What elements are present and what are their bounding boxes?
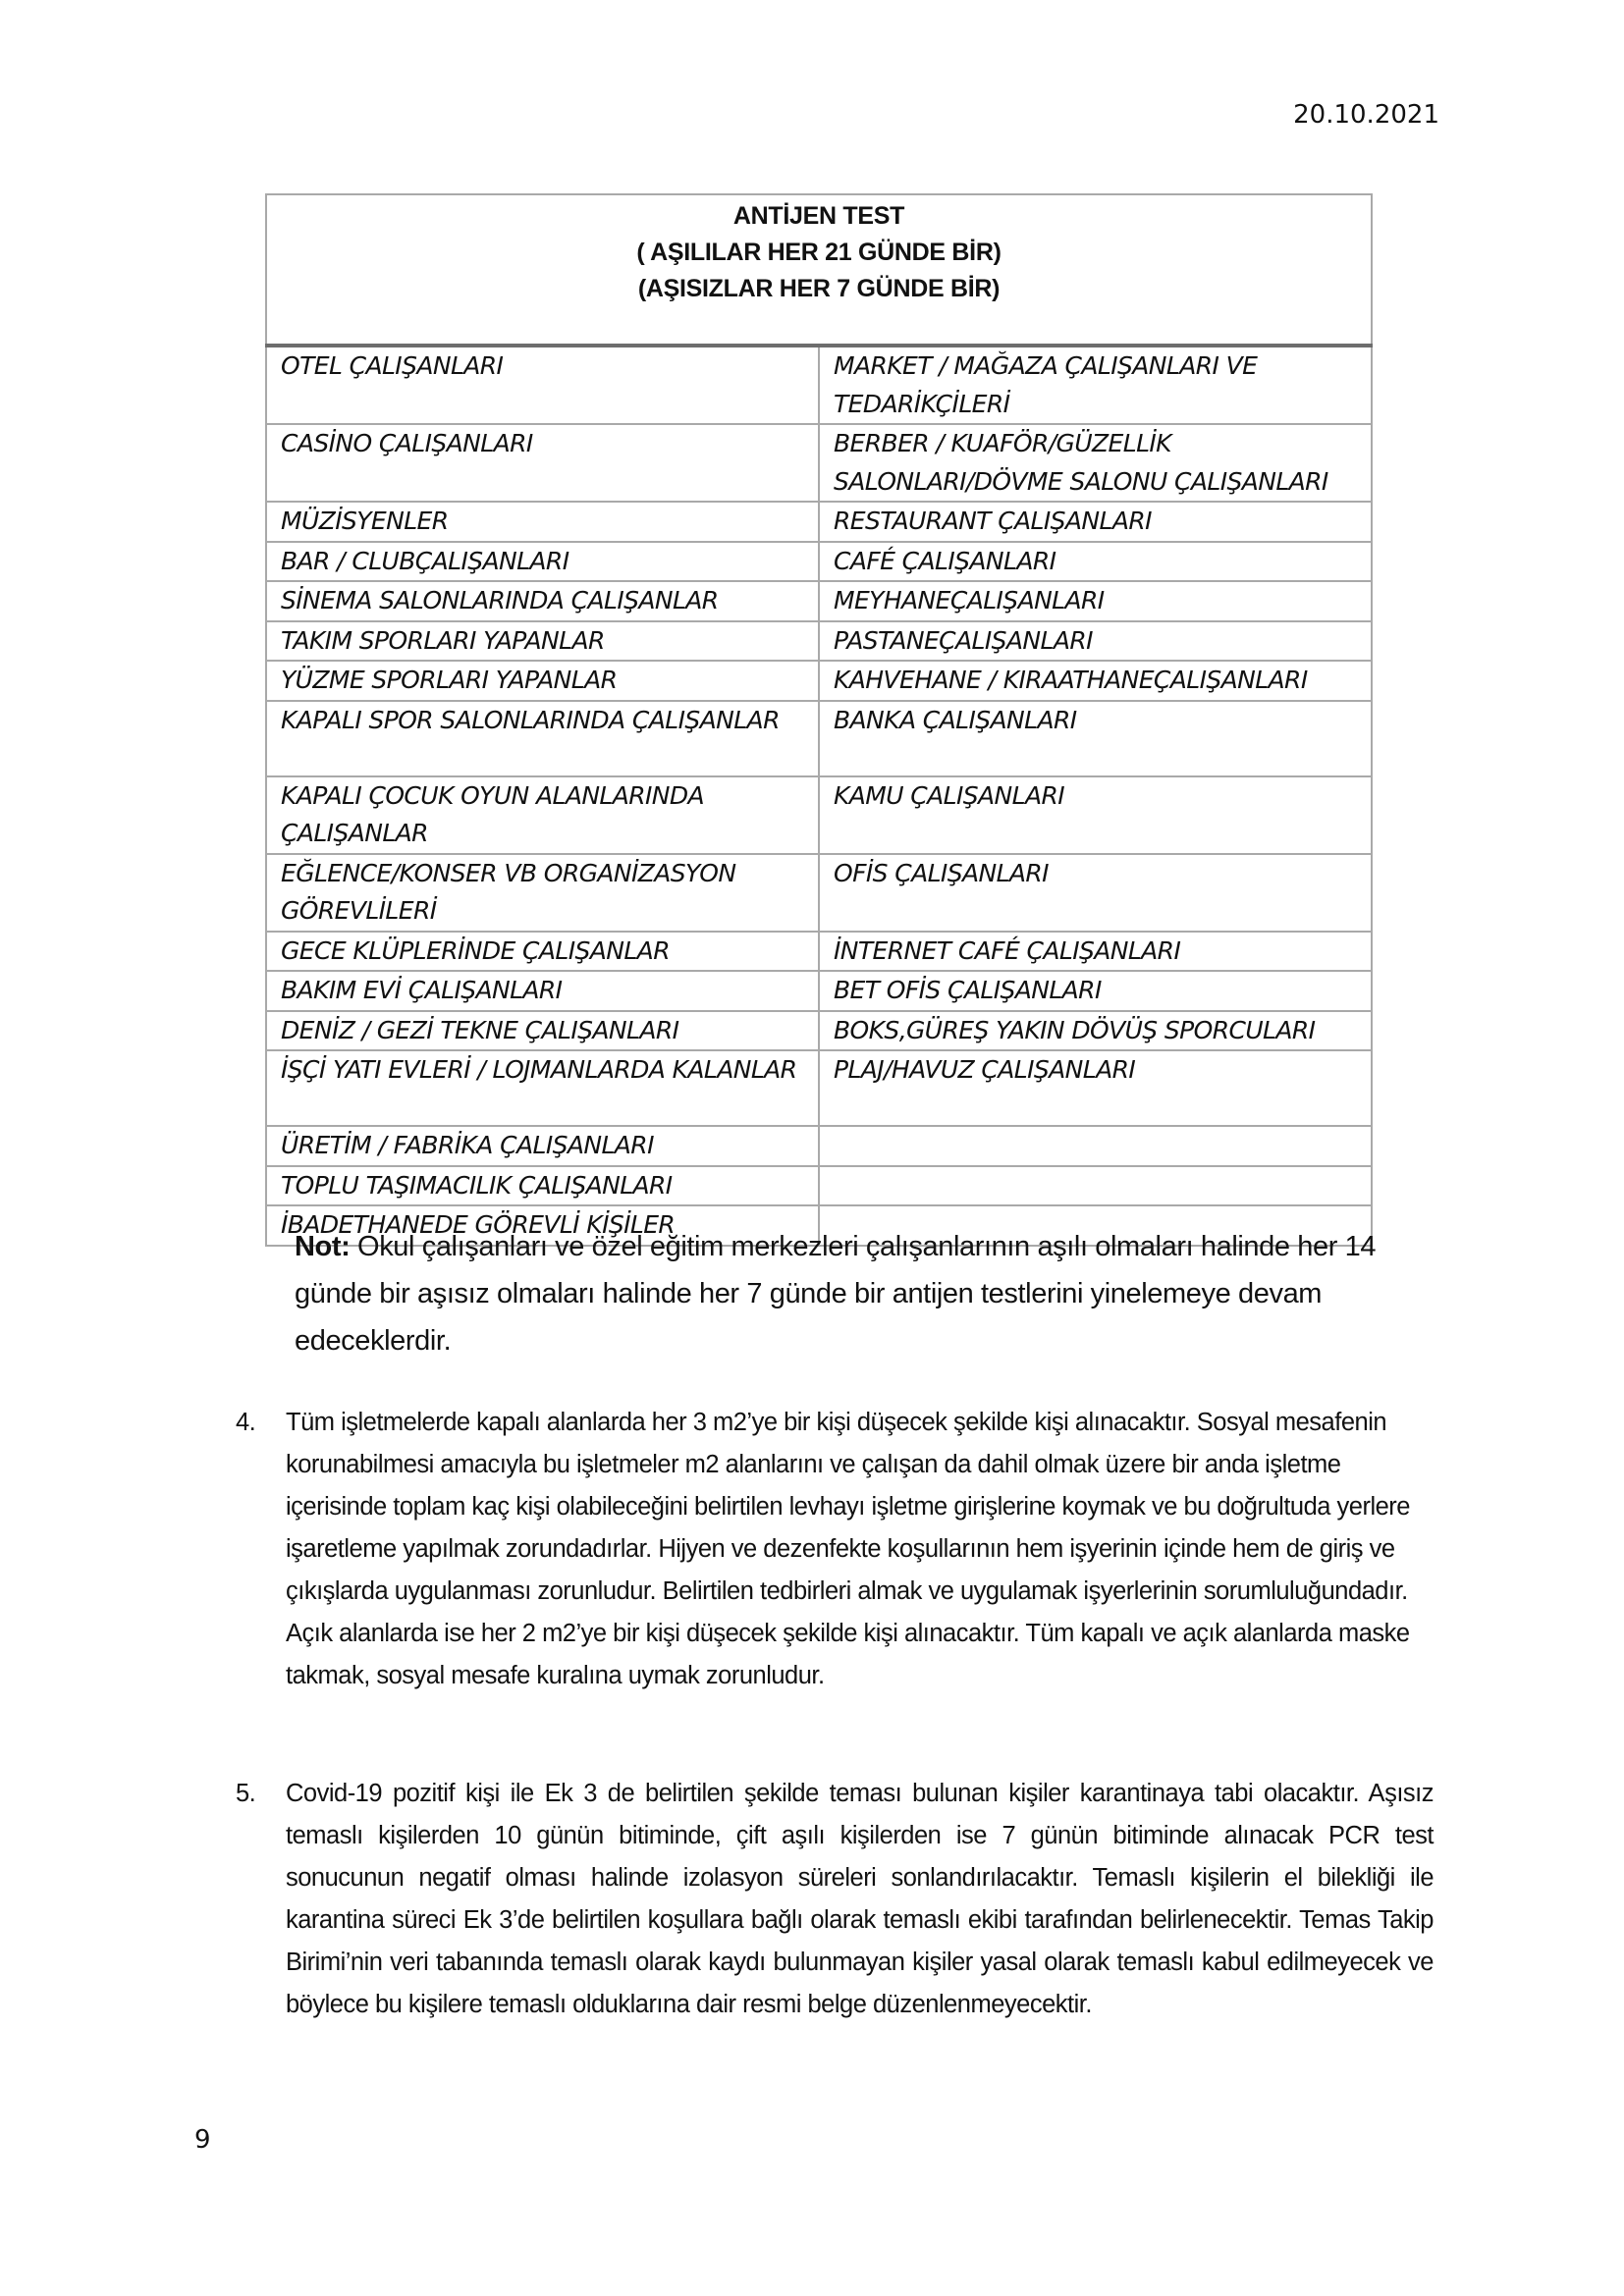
table-row xyxy=(266,346,1372,424)
table-row xyxy=(266,1050,1372,1126)
table-cell-right: PASTANEÇALIŞANLARI xyxy=(819,621,1372,662)
table-cell-right xyxy=(819,1166,1372,1206)
list-item-number: 5. xyxy=(236,1780,256,1807)
table-row xyxy=(266,661,1372,701)
table-row xyxy=(266,1126,1372,1166)
list-item-4 xyxy=(236,1402,1434,1697)
table-header-row xyxy=(266,194,1372,346)
table-cell-right: MEYHANEÇALIŞANLARI xyxy=(819,581,1372,621)
table-cell-left: BAKIM EVİ ÇALIŞANLARI xyxy=(266,971,819,1011)
table-row xyxy=(266,776,1372,854)
note-text: Okul çalışanları ve özel eğitim merkezleri çalışanlarının aşılı olmaları halinde her 14 günde bir aşısız olmaları halinde her 7 günde bir antijen testlerini yinelemeye devam edeceklerdir. xyxy=(295,1231,1377,1357)
table-row xyxy=(266,542,1372,582)
table-cell-right: BET OFİS ÇALIŞANLARI xyxy=(819,971,1372,1011)
table-row xyxy=(266,971,1372,1011)
list-item-text: Covid-19 pozitif kişi ile Ek 3 de belirtilen şekilde teması bulunan kişiler karantinaya tabi olacaktır. Aşısız temaslı kişilerden 10 günün bitiminde, çift aşılı kişilerden ise 7 günün bitiminde alınacak PCR test sonucunun negatif olması halinde izolasyon süreleri sonlandırılacaktır. Temaslı kişilerin el bilekliği ile karantina süreci Ek 3’de belirtilen koşullara bağlı olarak temaslı ekibi tarafından belirlenecektir. Temas Takip Birimi’nin veri tabanında temaslı olarak kaydı bulunmayan kişiler yasal olarak temaslı kabul edilmeyecek ve böylece bu kişilere temaslı olduklarına dair resmi belge düzenlenmeyecektir. xyxy=(286,1780,1434,2018)
table-row xyxy=(266,701,1372,776)
table-row xyxy=(266,502,1372,542)
table-cell-left: OTEL ÇALIŞANLARI xyxy=(266,346,819,424)
table-cell-left: ÜRETİM / FABRİKA ÇALIŞANLARI xyxy=(266,1126,819,1166)
table-cell-left: KAPALI ÇOCUK OYUN ALANLARINDA ÇALIŞANLAR xyxy=(266,776,819,854)
table-cell-right: PLAJ/HAVUZ ÇALIŞANLARI xyxy=(819,1050,1372,1126)
table-cell-right: KAHVEHANE / KIRAATHANEÇALIŞANLARI xyxy=(819,661,1372,701)
table-title-line: (AŞISIZLAR HER 7 GÜNDE BİR) xyxy=(637,275,1001,302)
table-cell-left: MÜZİSYENLER xyxy=(266,502,819,542)
table-title-line: ( AŞILILAR HER 21 GÜNDE BİR) xyxy=(636,239,1001,266)
note-label: Not: xyxy=(295,1231,351,1262)
table-row xyxy=(266,1166,1372,1206)
document-date: 20.10.2021 xyxy=(1293,100,1439,130)
table-cell-left: DENİZ / GEZİ TEKNE ÇALIŞANLARI xyxy=(266,1011,819,1051)
list-item-number: 4. xyxy=(236,1409,256,1436)
list-item-text: Tüm işletmelerde kapalı alanlarda her 3 m2’ye bir kişi düşecek şekilde kişi alınacaktır. Sosyal mesafenin korunabilmesi amacıyla bu işletmeler m2 alanlarını ve çalışan da dahil olmak üzere bir anda işletme içerisinde toplam kaç kişi olabileceğini belirtilen levhayı işletme girişlerine koymak ve bu doğrultuda yerlere işaretleme yapılmak zorundadırlar. Hijyen ve dezenfekte koşullarının hem işyerinin içinde hem de giriş ve çıkışlarda uygulanması zorunludur. Belirtilen tedbirleri almak ve uygulamak işyerlerinin sorumluluğundadır. Açık alanlarda ise her 2 m2’ye bir kişi düşecek şekilde kişi alınacaktır. Tüm kapalı ve açık alanlarda maske takmak, sosyal mesafe kuralına uymak zorunludur. xyxy=(286,1409,1410,1689)
table-cell-left: İBADETHANEDE GÖREVLİ KİŞİLER xyxy=(266,1205,819,1246)
table-cell-left: BAR / CLUBÇALIŞANLARI xyxy=(266,542,819,582)
table-cell-right: OFİS ÇALIŞANLARI xyxy=(819,854,1372,932)
table-cell-left: CASİNO ÇALIŞANLARI xyxy=(266,424,819,502)
table-row xyxy=(266,854,1372,932)
table-cell-right: CAFÉ ÇALIŞANLARI xyxy=(819,542,1372,582)
table-cell-left: KAPALI SPOR SALONLARINDA ÇALIŞANLAR xyxy=(266,701,819,776)
table-row xyxy=(266,1011,1372,1051)
table-cell-left: GECE KLÜPLERİNDE ÇALIŞANLAR xyxy=(266,932,819,972)
table-cell-right: İNTERNET CAFÉ ÇALIŞANLARI xyxy=(819,932,1372,972)
note-paragraph xyxy=(295,1223,1453,1364)
table-title-line: ANTİJEN TEST xyxy=(732,202,905,230)
table-cell-left: EĞLENCE/KONSER VB ORGANİZASYON GÖREVLİLERİ xyxy=(266,854,819,932)
table-cell-right: MARKET / MAĞAZA ÇALIŞANLARI VE TEDARİKÇİLERİ xyxy=(819,346,1372,424)
antigen-test-table xyxy=(265,193,1373,1247)
table-row xyxy=(266,621,1372,662)
table-cell-right: BERBER / KUAFÖR/GÜZELLİK SALONLARI/DÖVME SALONU ÇALIŞANLARI xyxy=(819,424,1372,502)
table-row xyxy=(266,424,1372,502)
table-cell-left: TOPLU TAŞIMACILIK ÇALIŞANLARI xyxy=(266,1166,819,1206)
table-cell-left: SİNEMA SALONLARINDA ÇALIŞANLAR xyxy=(266,581,819,621)
table-row xyxy=(266,581,1372,621)
table-cell-left: YÜZME SPORLARI YAPANLAR xyxy=(266,661,819,701)
table-cell-left: İŞÇİ YATI EVLERİ / LOJMANLARDA KALANLAR xyxy=(266,1050,819,1126)
table-cell-right: KAMU ÇALIŞANLARI xyxy=(819,776,1372,854)
table-cell-right: BANKA ÇALIŞANLARI xyxy=(819,701,1372,776)
table-cell-left: TAKIM SPORLARI YAPANLAR xyxy=(266,621,819,662)
page-number: 9 xyxy=(194,2125,211,2155)
list-item-5 xyxy=(236,1773,1434,2026)
table-cell-right xyxy=(819,1126,1372,1166)
table-title xyxy=(266,194,1372,346)
table-cell-right: BOKS,GÜREŞ YAKIN DÖVÜŞ SPORCULARI xyxy=(819,1011,1372,1051)
table-row xyxy=(266,932,1372,972)
table-cell-right: RESTAURANT ÇALIŞANLARI xyxy=(819,502,1372,542)
